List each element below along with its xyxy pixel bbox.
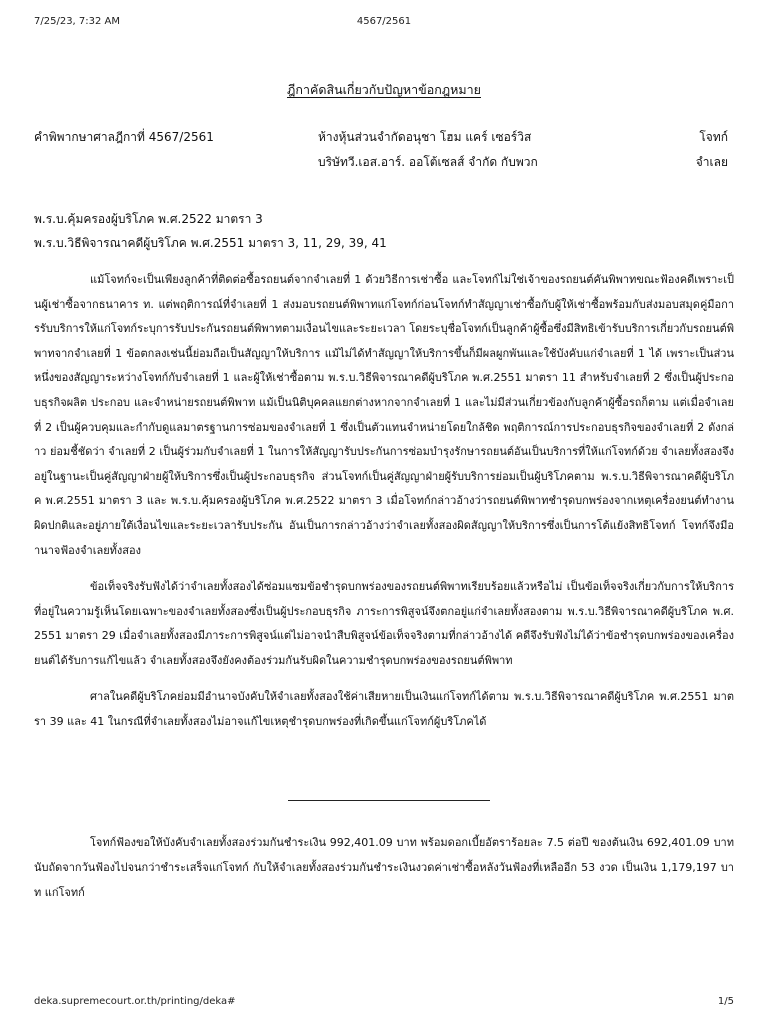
plaintiff-role: โจทก์ [699, 130, 728, 144]
case-number: คำพิพากษาศาลฎีกาที่ 4567/2561 [34, 130, 214, 144]
defendant-name: บริษัทวี.เอส.อาร์. ออโต้เซลส์ จำกัด กับพวก [318, 155, 538, 169]
law-reference: พ.ร.บ.คุ้มครองผู้บริโภค พ.ศ.2522 มาตรา 3 [34, 212, 263, 226]
section-divider [288, 800, 490, 801]
law-references [34, 207, 387, 255]
plaintiff-name: ห้างหุ้นส่วนจำกัดอนุชา โฮม แคร์ เซอร์วิส [318, 130, 532, 144]
print-datetime: 7/25/23, 7:32 AM [34, 16, 121, 27]
page-title: ฎีกาคัดสินเกี่ยวกับปัญหาข้อกฎหมาย [286, 82, 481, 97]
summary-paragraph: แม้โจทก์จะเป็นเพียงลูกค้าที่ติดต่อซื้อรถยนต์จากจำเลยที่ 1 ด้วยวิธีการเช่าซื้อ และโจทก์ไม่ใช่เจ้าของรถยนต์คันพิพาทขณะฟ้องคดีเพราะเป็นผู้เช่าซื้อจากธนาคาร ท. แต่พฤติการณ์ที่จำเลยที่ 1 ส่งมอบรถยนต์พิพาทแก่โจทก์ก่อนโจทก์ทำสัญญาเช่าซื้อกับผู้ให้เช่าซื้อพร้อมกับส่งมอบสมุดคู่มือการรับบริการให้แก่โจทก์ระบุการรับประกันรถยนต์พิพาทตามเงื่อนไขและระยะเวลา โดยระบุชื่อโจทก์เป็นลูกค้าผู้ซื้อซึ่งมีสิทธิเข้ารับบริการเกี่ยวกับรถยนต์พิพาทจากจำเลยที่ 1 ข้อตกลงเช่นนี้ย่อมถือเป็นสัญญาให้บริการ แม้ไม่ได้ทำสัญญาให้บริการขึ้นก็มีผลผูกพันและใช้บังคับแก่จำเลยที่ 1 ได้ เพราะเป็นส่วนหนึ่งของสัญญาระหว่างโจทก์กับจำเลยที่ 1 และผู้ให้เช่าซื้อตาม พ.ร.บ.วิธีพิจารณาคดีผู้บริโภค พ.ศ.2551 มาตรา 11 สำหรับจำเลยที่ 2 ซึ่งเป็นผู้ประกอบธุรกิจผลิต ประกอบ และจำหน่ายรถยนต์พิพาท แม้เป็นนิติบุคคลแยกต่างหากจากจำเลยที่ 1 และไม่มีส่วนเกี่ยวข้องกับลูกค้าผู้ซื้อรถก็ตาม แต่เมื่อจำเลยที่ 2 เป็นผู้ควบคุมและกำกับดูแลมาตรฐานการซ่อมของจำเลยที่ 1 ซึ่งเป็นตัวแทนจำหน่ายโดยใกล้ชิด พฤติการณ์การประกอบธุรกิจของจำเลยที่ 2 ดังกล่าว ย่อมชี้ชัดว่า จำเลยที่ 2 เป็นผู้ร่วมกับจำเลยที่ 1 ในการให้สัญญารับประกันการซ่อมบำรุงรักษารถยนต์อันเป็นบริการที่ให้แก่โจทก์ด้วย จำเลยทั้งสองจึงอยู่ในฐานะเป็นคู่สัญญาฝ่ายผู้ให้บริการซึ่งเป็นผู้ประกอบธุรกิจ ส่วนโจทก์เป็นคู่สัญญาฝ่ายผู้รับบริการย่อมเป็นผู้บริโภคตาม พ.ร.บ.วิธีพิจารณาคดีผู้บริโภค พ.ศ.2551 มาตรา 3 และ พ.ร.บ.คุ้มครองผู้บริโภค พ.ศ.2522 มาตรา 3 เมื่อโจทก์กล่าวอ้างว่ารถยนต์พิพาทชำรุดบกพร่องจากเหตุเครื่องยนต์ทำงานผิดปกติและอยู่ภายใต้เงื่อนไขและระยะเวลารับประกัน อันเป็นการกล่าวอ้างว่าจำเลยทั้งสองผิดสัญญาให้บริการซึ่งเป็นการโต้แย้งสิทธิโจทก์ โจทก์จึงมีอำนาจฟ้องจำเลยทั้งสอง [34, 273, 734, 557]
law-reference: พ.ร.บ.วิธีพิจารณาคดีผู้บริโภค พ.ศ.2551 มาตรา 3, 11, 29, 39, 41 [34, 236, 387, 250]
page-number: 1/5 [717, 996, 734, 1007]
print-doc-id: 4567/2561 [356, 16, 412, 27]
print-url: deka.supremecourt.or.th/printing/deka# [34, 996, 236, 1007]
summary-paragraph: ศาลในคดีผู้บริโภคย่อมมีอำนาจบังคับให้จำเลยทั้งสองใช้ค่าเสียหายเป็นเงินแก่โจทก์ได้ตาม พ.ร.บ.วิธีพิจารณาคดีผู้บริโภค พ.ศ.2551 มาตรา 39 และ 41 ในกรณีที่จำเลยทั้งสองไม่อาจแก้ไขเหตุชำรุดบกพร่องที่เกิดขึ้นแก่โจทก์ผู้บริโภคได้ [34, 690, 734, 728]
facts-paragraph: โจทก์ฟ้องขอให้บังคับจำเลยทั้งสองร่วมกันชำระเงิน 992,401.09 บาท พร้อมดอกเบี้ยอัตราร้อยละ 7.5 ต่อปี ของต้นเงิน 692,401.09 บาท นับถัดจากวันฟ้องไปจนกว่าชำระเสร็จแก่โจทก์ กับให้จำเลยทั้งสองร่วมกันชำระเงินงวดค่าเช่าซื้อหลังวันฟ้องที่เหลืออีก 53 งวด เป็นเงิน 1,179,197 บาท แก่โจทก์ [34, 836, 734, 899]
summary-paragraph: ข้อเท็จจริงรับฟังได้ว่าจำเลยทั้งสองได้ซ่อมแซมข้อชำรุดบกพร่องของรถยนต์พิพาทเรียบร้อยแล้วหรือไม่ เป็นข้อเท็จจริงเกี่ยวกับการให้บริการที่อยู่ในความรู้เห็นโดยเฉพาะของจำเลยทั้งสองซึ่งเป็นผู้ประกอบธุรกิจ ภาระการพิสูจน์จึงตกอยู่แก่จำเลยทั้งสองตาม พ.ร.บ.วิธีพิจารณาคดีผู้บริโภค พ.ศ.2551 มาตรา 29 เมื่อจำเลยทั้งสองมีภาระการพิสูจน์แต่ไม่อาจนำสืบพิสูจน์ข้อเท็จจริงตามที่กล่าวอ้างได้ คดีจึงรับฟังไม่ได้ว่าข้อชำรุดบกพร่องของเครื่องยนต์ได้รับการแก้ไขแล้ว จำเลยทั้งสองจึงยังคงต้องร่วมกันรับผิดในความชำรุดบกพร่องของรถยนต์พิพาท [34, 580, 734, 667]
defendant-role: จำเลย [695, 155, 728, 169]
